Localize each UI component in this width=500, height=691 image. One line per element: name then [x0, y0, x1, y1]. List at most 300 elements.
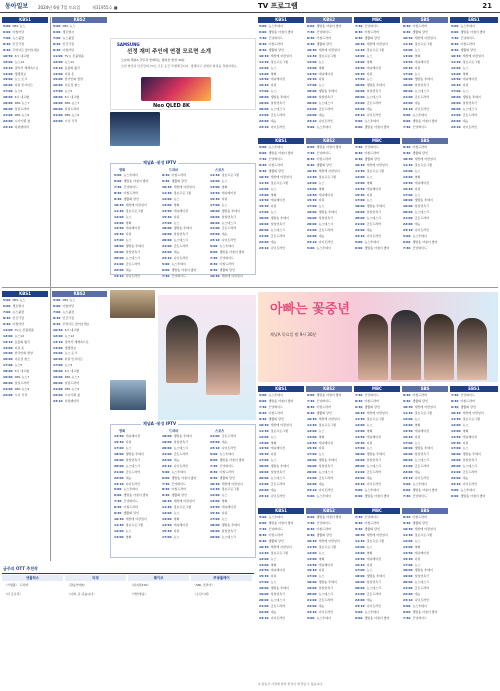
program-time: 15:00	[3, 351, 13, 356]
program-title: 생방송 투데이	[414, 446, 433, 451]
program-entry	[162, 275, 208, 279]
iptv-title: 채널A ·위성 IPTV	[143, 160, 177, 165]
program-entry	[403, 447, 448, 451]
program-entry	[403, 164, 448, 168]
program-time: 6:00	[403, 119, 411, 123]
program-time: 17:00	[307, 574, 317, 579]
program-title: 뉴스투데이	[219, 451, 234, 456]
program-entry	[307, 31, 352, 35]
program-title: 뉴스	[270, 210, 277, 215]
program-entry	[3, 352, 48, 356]
program-time: 10:30	[355, 532, 365, 537]
program-time: 19:00	[307, 464, 317, 469]
program-entry	[259, 430, 304, 434]
program-entry	[259, 599, 304, 603]
program-title: 생방송 투데이	[270, 586, 289, 591]
program-time: 18:00	[53, 95, 63, 100]
program-entry	[259, 223, 304, 227]
program-entry	[3, 126, 48, 130]
program-title: 일일연속극	[173, 439, 189, 444]
program-entry	[403, 146, 448, 150]
program-entry	[403, 31, 448, 35]
program-title: 세상에 이런일이	[366, 162, 388, 167]
program-title: 애니메이션	[270, 77, 286, 82]
program-entry	[355, 617, 400, 621]
program-time: 6:00	[259, 398, 267, 403]
program-time: 13:00	[355, 180, 365, 185]
program-time: 14:50	[403, 59, 413, 64]
program-time: 14:00	[53, 71, 63, 76]
program-title: 다큐	[270, 204, 277, 209]
program-title: 아침드라마	[460, 398, 475, 403]
program-time: 15:30	[259, 452, 269, 457]
program-entry	[53, 78, 107, 82]
program-title: 예능	[414, 592, 421, 597]
program-time: 17:00	[53, 363, 63, 368]
program-entry	[114, 245, 160, 249]
program-title: 금토드라마	[173, 451, 189, 456]
program-entry	[307, 442, 352, 446]
schedule-column	[403, 25, 448, 135]
program-entry	[53, 90, 107, 94]
program-entry	[403, 205, 448, 209]
program-title: 영화	[318, 434, 325, 439]
program-time: 7:30	[307, 398, 315, 403]
program-entry	[259, 442, 304, 446]
program-entry	[307, 436, 352, 440]
program-time: 17:00	[403, 71, 413, 76]
program-title: 영화	[270, 192, 277, 197]
program-time: 7:30	[403, 493, 411, 498]
program-time: 13:00	[355, 550, 365, 555]
program-title: 일일연속극	[366, 580, 382, 585]
program-time: 23:10	[403, 476, 413, 481]
program-entry	[114, 251, 160, 255]
program-title: 생활의 달인	[364, 526, 380, 531]
program-entry	[259, 170, 304, 174]
program-title: 금토드라마	[270, 234, 286, 239]
program-time: 23:10	[355, 113, 365, 118]
program-time: 8:30	[307, 156, 315, 161]
program-time: 5:00	[259, 145, 267, 149]
program-title: 금토드라마	[366, 222, 382, 227]
program-entry	[114, 459, 160, 463]
program-time: 15:30	[355, 440, 365, 445]
program-title: 뉴스	[414, 71, 421, 76]
program-time: 11:30	[114, 523, 124, 528]
program-title: 정보프로그램	[173, 190, 191, 195]
program-title: 생방송 아침이 좋다	[171, 268, 197, 272]
program-entry	[259, 546, 304, 550]
program-title: 다큐 인사이트	[14, 83, 33, 88]
program-title: 금토드라마	[318, 228, 334, 233]
program-entry	[259, 96, 304, 100]
program-time: 22:00	[403, 101, 413, 106]
iptv-column	[114, 435, 160, 557]
program-entry	[162, 441, 208, 445]
program-title: 생활의 달인	[316, 162, 332, 167]
program-title: 생방송 투데이	[270, 464, 289, 469]
program-title: 생방송 투데이	[270, 216, 289, 221]
program-title: 뉴스투데이	[412, 113, 427, 118]
program-time: 23:10	[114, 481, 124, 486]
program-time: 18:00	[259, 586, 269, 591]
program-title: 애니메이션	[414, 428, 430, 433]
program-time: 8:30	[307, 35, 315, 40]
program-time: 14:50	[355, 434, 365, 439]
program-title: 뉴스데스크	[414, 580, 430, 585]
program-time: 23:10	[259, 615, 269, 620]
issue-number: 제31955호 ■	[92, 5, 118, 10]
program-entry	[162, 192, 208, 196]
program-time: 17:00	[403, 192, 413, 197]
program-title: 일일연속극	[414, 452, 430, 457]
program-title: 생활의 달인	[364, 35, 380, 40]
program-title: 뉴스투데이	[412, 234, 427, 239]
program-title: 정보프로그램	[270, 180, 288, 185]
program-time: 14:50	[259, 77, 269, 82]
program-title: 영화	[462, 71, 469, 76]
program-title: 금토드라마	[366, 592, 382, 597]
program-entry	[451, 418, 497, 422]
schedule-column	[53, 299, 107, 561]
program-title: 일일연속극	[318, 586, 334, 591]
program-entry	[451, 424, 497, 428]
program-title: 아침드라마	[268, 410, 283, 415]
program-title: 생방송 투데이	[318, 458, 337, 463]
program-entry	[259, 25, 304, 29]
program-entry	[451, 126, 497, 130]
program-entry	[307, 564, 352, 568]
program-time: 15:30	[307, 77, 317, 82]
program-title: 예능	[318, 234, 325, 239]
program-title: 뉴스	[173, 511, 180, 516]
program-entry	[3, 364, 48, 368]
program-time: 6:00	[307, 145, 315, 149]
program-time: 14:50	[307, 192, 317, 197]
program-entry	[355, 442, 400, 446]
program-time: 12:00	[403, 538, 413, 543]
program-title: KBS 뉴스	[62, 24, 76, 28]
program-entry	[403, 67, 448, 71]
program-entry	[403, 581, 448, 585]
program-title: 일일연속극	[318, 216, 334, 221]
program-time: 19:00	[210, 529, 220, 533]
program-entry	[114, 275, 160, 279]
program-time: 19:00	[210, 214, 220, 219]
ott-cell: 〈소년시대〉	[193, 592, 211, 596]
program-time: 14:00	[3, 345, 13, 350]
program-time: 11:30	[355, 168, 365, 173]
program-time: 23:10	[355, 234, 365, 239]
actor-photo	[206, 325, 240, 395]
program-title: 아침드라마	[364, 398, 379, 403]
program-title: 뉴스투데이	[316, 124, 331, 129]
program-entry	[259, 406, 304, 410]
program-entry	[451, 96, 497, 100]
program-time: 8:30	[355, 150, 363, 155]
program-entry	[451, 90, 497, 94]
channel-header: MBC	[354, 386, 400, 392]
program-title: 모닝와이드	[171, 481, 186, 486]
program-title: 생방송 아침이 좋다	[412, 610, 438, 614]
program-entry	[355, 37, 400, 41]
program-entry	[403, 61, 448, 65]
channel-header: KBS1	[258, 17, 304, 23]
program-entry	[114, 500, 160, 504]
program-title: 아침드라마	[412, 24, 427, 28]
program-time: 13:00	[210, 184, 220, 189]
program-title: 이웃집 찰스	[14, 357, 31, 362]
program-title: 세상에 이런일이	[366, 41, 388, 46]
program-title: 아침드라마	[219, 262, 234, 267]
program-title: 나이트라인	[270, 124, 286, 129]
program-entry	[162, 180, 208, 184]
program-title: 생활의 달인	[460, 47, 476, 52]
program-title: 시사 직격	[64, 119, 78, 123]
program-entry	[355, 55, 400, 59]
program-title: 생활의 달인	[171, 178, 187, 183]
program-title: 뉴스	[173, 534, 180, 539]
program-title: 세상에 이런일이	[270, 422, 292, 427]
program-entry	[403, 182, 448, 186]
program-title: 생방송 아침이 좋다	[316, 145, 342, 149]
program-title: 뉴스투데이	[412, 604, 427, 609]
program-title: 다큐	[270, 83, 277, 88]
program-time: 8:30	[114, 190, 122, 195]
program-time: 11:30	[403, 162, 413, 167]
program-title: 생활의 달인	[171, 493, 187, 498]
program-entry	[259, 564, 304, 568]
program-title: 생방송 아침이 좋다	[123, 493, 149, 498]
program-entry	[307, 126, 352, 130]
program-time: 5:00	[210, 244, 218, 249]
program-entry	[210, 198, 256, 202]
program-time: 12:00	[355, 53, 365, 58]
program-time: 7:30	[451, 393, 459, 397]
program-entry	[259, 55, 304, 59]
program-entry	[162, 186, 208, 190]
program-title: 세상에 이런일이	[318, 168, 340, 173]
program-entry	[259, 534, 304, 538]
program-title: 일일연속극	[270, 222, 286, 227]
program-title: KBS 뉴스	[62, 298, 76, 302]
program-title: 뉴스투데이	[219, 244, 234, 249]
program-title: 모닝와이드	[412, 493, 427, 498]
channel-header: SBS	[402, 138, 448, 144]
schedule-column	[451, 25, 497, 270]
program-entry	[3, 329, 48, 333]
program-title: 애니메이션	[318, 192, 334, 197]
program-entry	[53, 400, 107, 404]
program-time: 23:10	[162, 463, 172, 468]
program-time: 19:00	[307, 216, 317, 221]
program-title: 뉴스투데이	[364, 488, 379, 492]
program-title: 영화	[318, 186, 325, 191]
program-title: 6시 내고향	[14, 369, 30, 374]
program-time: 6:00	[451, 29, 459, 34]
program-title: 모닝와이드	[268, 156, 283, 161]
program-time: 11:30	[451, 416, 461, 421]
program-time: 19:00	[259, 101, 269, 106]
program-title: 나이트라인	[414, 598, 430, 603]
program-time: 6:00	[403, 610, 411, 614]
program-entry	[403, 522, 448, 526]
program-title: 영화	[366, 59, 373, 64]
program-title: 생활의 달인	[219, 268, 235, 272]
program-entry	[451, 120, 497, 124]
program-time: 10:30	[210, 273, 220, 278]
program-entry	[307, 146, 352, 150]
program-time: 19:00	[403, 574, 413, 579]
program-entry	[451, 78, 497, 82]
program-entry	[259, 247, 304, 251]
program-title: 영화	[221, 499, 228, 504]
program-entry	[259, 120, 304, 124]
program-time: 21:00	[307, 476, 317, 481]
program-title: KBS 뉴스7	[64, 375, 80, 380]
program-title: 다큐	[366, 71, 373, 76]
program-time: 9:40	[53, 47, 61, 52]
program-time: 14:50	[259, 568, 269, 573]
program-photo	[110, 290, 155, 318]
program-time: 6:00	[162, 268, 170, 272]
program-title: 애니메이션	[270, 568, 286, 573]
program-time: 10:30	[114, 202, 124, 207]
program-time: 9:30	[210, 268, 218, 272]
program-entry	[307, 516, 352, 520]
program-entry	[403, 152, 448, 156]
program-title: 시사기획 창	[14, 119, 31, 123]
program-entry	[259, 229, 304, 233]
program-title: 다큐멘터리	[14, 124, 30, 129]
program-title: 세상에 이런일이	[173, 499, 195, 504]
program-entry	[210, 174, 256, 178]
program-time: 13:00	[162, 202, 172, 207]
program-title: 아침드라마	[123, 190, 138, 195]
program-title: 생방송 투데이	[414, 568, 433, 573]
program-entry	[3, 78, 48, 82]
program-title: 모닝와이드	[412, 245, 427, 250]
program-title: 인간극장	[62, 315, 75, 320]
program-title: 아침드라마	[460, 41, 475, 46]
program-time: 15:30	[451, 440, 461, 445]
program-entry	[307, 617, 352, 621]
program-entry	[114, 518, 160, 522]
program-title: 다큐	[414, 186, 421, 191]
channel-header: KBS2	[52, 291, 107, 297]
program-time: 10:30	[307, 538, 317, 543]
program-title: 뉴스	[414, 168, 421, 173]
program-time: 11:30	[307, 422, 317, 427]
program-entry	[307, 453, 352, 457]
program-entry	[355, 217, 400, 221]
program-title: KBS 뉴스7	[64, 101, 80, 106]
program-time: 20:00	[3, 381, 13, 386]
program-title: 뉴스광장	[12, 309, 25, 314]
channel-header: MBC	[354, 138, 400, 144]
program-entry	[403, 465, 448, 469]
program-entry	[3, 311, 48, 315]
program-time: 15:30	[451, 83, 461, 88]
program-time: 5:00	[403, 234, 411, 239]
schedule-column	[403, 516, 448, 646]
program-time: 12:00	[259, 186, 269, 191]
category-movie: 영화	[119, 429, 126, 433]
program-title: 뉴스	[318, 452, 325, 457]
program-time: 7:30	[259, 526, 267, 531]
program-time: 22:00	[3, 393, 13, 397]
program-entry	[3, 73, 48, 77]
program-time: 12:00	[162, 196, 172, 201]
program-entry	[162, 506, 208, 510]
program-entry	[210, 192, 256, 196]
program-title: 모닝와이드	[316, 150, 331, 155]
program-title: 인간극장	[12, 315, 25, 320]
program-time: 18:00	[259, 464, 269, 469]
program-time: 6:00	[114, 178, 122, 183]
program-entry	[307, 587, 352, 591]
program-entry	[355, 164, 400, 168]
program-entry	[259, 522, 304, 526]
program-entry	[307, 67, 352, 71]
program-time: 15:30	[307, 568, 317, 573]
program-entry	[307, 241, 352, 245]
program-title: TV쇼 진품명품	[14, 327, 34, 332]
program-entry	[355, 564, 400, 568]
program-entry	[403, 223, 448, 227]
channel-header: KBS2	[306, 508, 352, 514]
program-title: 모닝와이드	[268, 526, 283, 531]
program-title: 뉴스5	[64, 89, 73, 94]
program-title: 세상에 이런일이	[414, 404, 436, 409]
program-entry	[355, 546, 400, 550]
program-title: 나이트라인	[270, 493, 286, 498]
iptv-listing	[110, 160, 256, 278]
program-time: 6:00	[451, 493, 459, 498]
program-title: 모닝와이드	[412, 615, 427, 620]
program-time: 8:30	[3, 315, 11, 320]
program-title: 뉴스	[414, 47, 421, 52]
program-time: 15:30	[355, 562, 365, 567]
program-time: 10:50	[3, 53, 13, 58]
program-title: 6시 내고향	[64, 95, 80, 100]
program-entry	[259, 108, 304, 112]
program-time: 15:00	[53, 77, 63, 82]
program-entry	[259, 394, 304, 398]
newspaper-logo: 동아일보	[5, 3, 29, 10]
program-time: 20:00	[307, 592, 317, 597]
program-entry	[162, 210, 208, 214]
program-time: 17:00	[114, 238, 124, 243]
program-time: 11:30	[259, 428, 269, 433]
program-entry	[162, 488, 208, 492]
program-title: 뉴스12	[64, 59, 75, 64]
program-entry	[355, 78, 400, 82]
program-time: 13:00	[355, 59, 365, 64]
program-title: 세상에 이런일이	[221, 481, 243, 486]
program-entry	[114, 506, 160, 510]
drama-poster	[158, 295, 256, 420]
program-entry	[355, 158, 400, 162]
channel-header: KBS1	[258, 386, 304, 392]
program-entry	[355, 102, 400, 106]
program-time: 20:00	[259, 107, 269, 112]
program-entry	[3, 335, 48, 339]
program-title: 뉴스데스크	[462, 464, 478, 469]
program-title: 일일연속극	[318, 464, 334, 469]
samsung-ad	[110, 38, 256, 110]
